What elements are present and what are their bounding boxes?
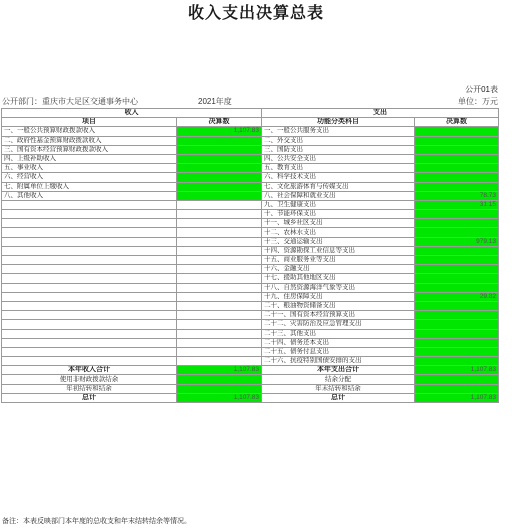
income-amount-cell: [177, 173, 262, 182]
function-category-column-header: 功能分类科目: [262, 118, 415, 127]
table-row: [2, 200, 499, 209]
expense-amount-cell: 29.82: [415, 292, 499, 301]
expense-amount-cell: [415, 136, 499, 145]
table-row: [2, 329, 499, 338]
income-amount-cell: [177, 274, 262, 283]
expense-amount-cell: [415, 311, 499, 320]
income-item-label: [2, 283, 177, 292]
income-total-amount: 1,107.83: [177, 393, 262, 402]
expense-amount-cell: [415, 219, 499, 228]
income-amount-cell: [177, 228, 262, 237]
income-amount-cell: [177, 283, 262, 292]
expense-amount-cell: [415, 127, 499, 136]
table-row: [2, 338, 499, 347]
section-header-row: [2, 109, 499, 118]
table-row: [2, 265, 499, 274]
expense-amount-column-header: 决算数: [415, 118, 499, 127]
income-item-label: 八、其他收入: [2, 191, 177, 200]
table-row: [2, 145, 499, 154]
income-total-amount: 1,107.83: [177, 366, 262, 375]
report-meta: [2, 96, 498, 108]
table-row: [2, 164, 499, 173]
expense-item-label: 十一、城乡社区支出: [262, 219, 415, 228]
expense-total-amount: 1,107.83: [415, 366, 499, 375]
column-header-row: [2, 118, 499, 127]
table-row: [2, 347, 499, 356]
table-row: [2, 283, 499, 292]
unit-label: 单位：万元: [458, 97, 498, 106]
table-row: [2, 274, 499, 283]
expense-item-label: 十九、住房保障支出: [262, 292, 415, 301]
income-total-label: 总计: [2, 393, 177, 402]
table-row: [2, 127, 499, 136]
expense-item-label: 八、社会保障和就业支出: [262, 191, 415, 200]
income-item-label: 二、政府性基金预算财政拨款收入: [2, 136, 177, 145]
income-amount-cell: [177, 357, 262, 366]
expense-item-label: 十七、援助其他地区支出: [262, 274, 415, 283]
income-item-label: [2, 292, 177, 301]
income-amount-cell: [177, 219, 262, 228]
expense-item-label: 三、国防支出: [262, 145, 415, 154]
income-item-label: [2, 219, 177, 228]
table-row: [2, 320, 499, 329]
income-expense-table: [1, 108, 499, 403]
expense-amount-cell: [415, 145, 499, 154]
expense-amount-cell: 979.13: [415, 237, 499, 246]
income-amount-cell: [177, 164, 262, 173]
total-row: [2, 384, 499, 393]
expense-amount-cell: [415, 301, 499, 310]
expense-item-label: 二十五、债务付息支出: [262, 347, 415, 356]
income-amount-cell: [177, 338, 262, 347]
income-item-label: [2, 357, 177, 366]
expense-total-label: 年末结转和结余: [262, 384, 415, 393]
income-item-label: [2, 311, 177, 320]
table-row: [2, 182, 499, 191]
expense-amount-cell: [415, 182, 499, 191]
income-amount-cell: [177, 329, 262, 338]
expense-total-label: 本年支出合计: [262, 366, 415, 375]
expense-amount-cell: [415, 347, 499, 356]
item-column-header: 项目: [2, 118, 177, 127]
income-amount-cell: [177, 210, 262, 219]
expense-item-label: 十六、金融支出: [262, 265, 415, 274]
expense-item-label: 十三、交通运输支出: [262, 237, 415, 246]
expense-item-label: 二十六、抗疫特别国债安排的支出: [262, 357, 415, 366]
expense-item-label: 五、教育支出: [262, 164, 415, 173]
expense-amount-cell: [415, 228, 499, 237]
income-item-label: 四、上级补助收入: [2, 154, 177, 163]
income-amount-cell: [177, 200, 262, 209]
expense-item-label: 四、公共安全支出: [262, 154, 415, 163]
table-row: [2, 301, 499, 310]
expense-item-label: 二十一、国有资本经营预算支出: [262, 311, 415, 320]
income-amount-column-header: 决算数: [177, 118, 262, 127]
income-amount-cell: [177, 182, 262, 191]
expense-item-label: 十、节能环保支出: [262, 210, 415, 219]
income-amount-cell: [177, 136, 262, 145]
expense-item-label: 二十二、灾害防治及应急管理支出: [262, 320, 415, 329]
income-item-label: 一、一般公共预算财政拨款收入: [2, 127, 177, 136]
table-row: [2, 311, 499, 320]
expense-amount-cell: [415, 338, 499, 347]
income-item-label: 六、经营收入: [2, 173, 177, 182]
income-amount-cell: [177, 320, 262, 329]
expense-item-label: 二、外交支出: [262, 136, 415, 145]
expense-total-amount: 1,107.83: [415, 393, 499, 402]
income-total-label: 本年收入合计: [2, 366, 177, 375]
income-amount-cell: [177, 154, 262, 163]
expense-header: 支出: [262, 109, 499, 118]
income-item-label: [2, 265, 177, 274]
income-total-label: 使用非财政拨款结余: [2, 375, 177, 384]
report-year: 2021年度: [198, 97, 232, 106]
income-header: 收入: [2, 109, 262, 118]
expense-amount-cell: [415, 320, 499, 329]
income-item-label: [2, 301, 177, 310]
income-item-label: [2, 338, 177, 347]
income-amount-cell: [177, 301, 262, 310]
income-amount-cell: 1,107.83: [177, 127, 262, 136]
expense-total-amount: [415, 375, 499, 384]
expense-amount-cell: [415, 256, 499, 265]
expense-amount-cell: [415, 164, 499, 173]
form-number: 公开01表: [465, 85, 498, 94]
income-item-label: [2, 347, 177, 356]
expense-total-label: 总计: [262, 393, 415, 402]
expense-item-label: 十二、农林水支出: [262, 228, 415, 237]
expense-item-label: 十五、商业服务业等支出: [262, 256, 415, 265]
income-amount-cell: [177, 256, 262, 265]
expense-amount-cell: [415, 246, 499, 255]
expense-item-label: 十八、自然资源海洋气象等支出: [262, 283, 415, 292]
table-row: [2, 246, 499, 255]
income-amount-cell: [177, 191, 262, 200]
income-amount-cell: [177, 237, 262, 246]
total-row: [2, 375, 499, 384]
income-item-label: [2, 200, 177, 209]
footnote: 备注：本表反映部门本年度的总收支和年末结转结余等情况。: [2, 518, 191, 525]
income-total-label: 年初结转和结余: [2, 384, 177, 393]
expense-amount-cell: [415, 154, 499, 163]
expense-amount-cell: [415, 173, 499, 182]
income-item-label: [2, 329, 177, 338]
income-item-label: [2, 237, 177, 246]
expense-total-label: 结余分配: [262, 375, 415, 384]
income-total-amount: [177, 384, 262, 393]
expense-item-label: 六、科学技术支出: [262, 173, 415, 182]
table-row: [2, 237, 499, 246]
income-item-label: 七、附属单位上缴收入: [2, 182, 177, 191]
income-item-label: 五、事业收入: [2, 164, 177, 173]
table-row: [2, 219, 499, 228]
expense-item-label: 二十三、其他支出: [262, 329, 415, 338]
expense-amount-cell: 78.73: [415, 191, 499, 200]
income-amount-cell: [177, 347, 262, 356]
table-row: [2, 136, 499, 145]
expense-item-label: 十四、资源勘探工业信息等支出: [262, 246, 415, 255]
income-item-label: [2, 320, 177, 329]
income-amount-cell: [177, 292, 262, 301]
income-amount-cell: [177, 145, 262, 154]
expense-total-amount: [415, 384, 499, 393]
expense-amount-cell: [415, 265, 499, 274]
income-total-amount: [177, 375, 262, 384]
expense-item-label: 一、一般公共服务支出: [262, 127, 415, 136]
expense-amount-cell: [415, 283, 499, 292]
expense-amount-cell: 31.15: [415, 200, 499, 209]
income-item-label: [2, 256, 177, 265]
expense-amount-cell: [415, 329, 499, 338]
expense-item-label: 七、文化旅游体育与传媒支出: [262, 182, 415, 191]
income-item-label: [2, 210, 177, 219]
department-name: 公开部门：重庆市大足区交通事务中心: [2, 97, 138, 106]
expense-item-label: 二十、粮油物资储备支出: [262, 301, 415, 310]
income-item-label: [2, 228, 177, 237]
income-item-label: [2, 246, 177, 255]
expense-item-label: 二十四、债务还本支出: [262, 338, 415, 347]
table-row: [2, 357, 499, 366]
table-row: [2, 228, 499, 237]
report-title: 收入支出决算总表: [187, 3, 324, 22]
expense-amount-cell: [415, 274, 499, 283]
table-row: [2, 256, 499, 265]
income-amount-cell: [177, 311, 262, 320]
income-item-label: 三、国有资本经营预算财政拨款收入: [2, 145, 177, 154]
table-row: [2, 154, 499, 163]
table-row: [2, 191, 499, 200]
table-row: [2, 173, 499, 182]
expense-item-label: 九、卫生健康支出: [262, 200, 415, 209]
table-row: [2, 210, 499, 219]
total-row: [2, 393, 499, 402]
income-amount-cell: [177, 265, 262, 274]
total-row: [2, 366, 499, 375]
expense-amount-cell: [415, 357, 499, 366]
expense-amount-cell: [415, 210, 499, 219]
income-amount-cell: [177, 246, 262, 255]
table-row: [2, 292, 499, 301]
income-item-label: [2, 274, 177, 283]
